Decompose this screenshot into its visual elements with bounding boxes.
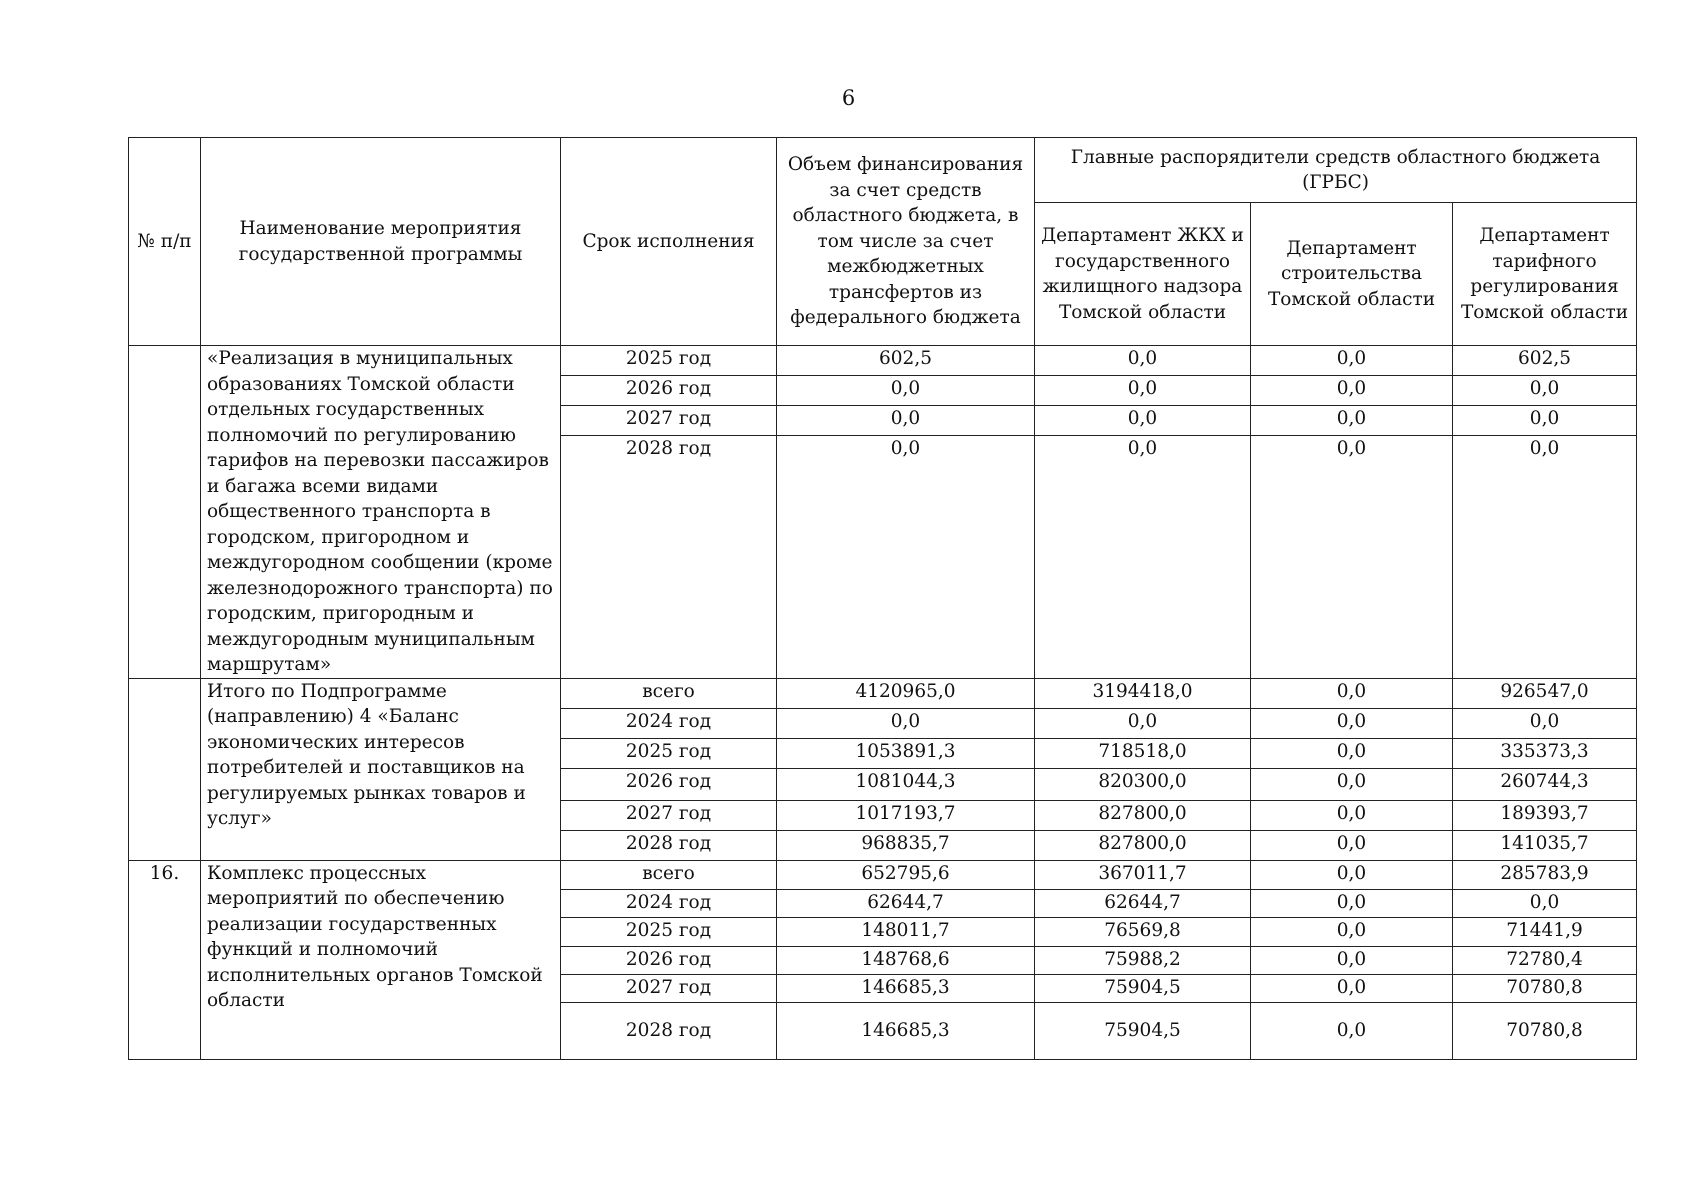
dept-construction-cell: 0,0 xyxy=(1251,768,1453,800)
dept-housing-cell: 62644,7 xyxy=(1035,889,1251,917)
dept-tariff-cell: 0,0 xyxy=(1453,376,1637,406)
measure-name: Итого по Подпрограмме (направлению) 4 «Баланс экономических интересов потребителей и поставщиков на регулируемых рынках товаров и услуг» xyxy=(201,678,561,860)
dept-tariff-cell: 285783,9 xyxy=(1453,860,1637,889)
dept-housing-cell: 820300,0 xyxy=(1035,768,1251,800)
dept-construction-cell: 0,0 xyxy=(1251,917,1453,946)
dept-construction-cell: 0,0 xyxy=(1251,738,1453,768)
volume-cell: 146685,3 xyxy=(777,974,1035,1002)
table-row xyxy=(129,860,1637,889)
dept-tariff-cell: 71441,9 xyxy=(1453,917,1637,946)
dept-tariff-cell: 0,0 xyxy=(1453,406,1637,436)
row-number: 16. xyxy=(129,860,201,1059)
dept-housing-cell: 367011,7 xyxy=(1035,860,1251,889)
dept-construction-cell: 0,0 xyxy=(1251,436,1453,678)
dept-construction-cell: 0,0 xyxy=(1251,1002,1453,1059)
volume-cell: 148011,7 xyxy=(777,917,1035,946)
dept-construction-cell: 0,0 xyxy=(1251,860,1453,889)
dept-housing-cell: 827800,0 xyxy=(1035,800,1251,830)
term-cell: 2025 год xyxy=(561,346,777,376)
term-cell: 2025 год xyxy=(561,738,777,768)
volume-cell: 4120965,0 xyxy=(777,678,1035,708)
header-name: Наименование мероприятия государственной программы xyxy=(201,138,561,346)
dept-tariff-cell: 72780,4 xyxy=(1453,946,1637,974)
term-cell: 2027 год xyxy=(561,406,777,436)
header-volume: Объем финансирования за счет средств областного бюджета, в том числе за счет межбюджетных трансфертов из федерального бюджета xyxy=(777,138,1035,346)
volume-cell: 146685,3 xyxy=(777,1002,1035,1059)
volume-cell: 1017193,7 xyxy=(777,800,1035,830)
dept-tariff-cell: 0,0 xyxy=(1453,889,1637,917)
header-dept-construction: Департамент строительства Томской области xyxy=(1251,203,1453,346)
term-cell: 2028 год xyxy=(561,436,777,678)
dept-housing-cell: 0,0 xyxy=(1035,346,1251,376)
term-cell: 2028 год xyxy=(561,1002,777,1059)
dept-construction-cell: 0,0 xyxy=(1251,346,1453,376)
dept-construction-cell: 0,0 xyxy=(1251,830,1453,860)
volume-cell: 1053891,3 xyxy=(777,738,1035,768)
volume-cell: 62644,7 xyxy=(777,889,1035,917)
dept-tariff-cell: 335373,3 xyxy=(1453,738,1637,768)
dept-construction-cell: 0,0 xyxy=(1251,974,1453,1002)
financing-table xyxy=(128,137,1637,1060)
header-grbs: Главные распорядители средств областного бюджета (ГРБС) xyxy=(1035,138,1637,203)
header-num: № п/п xyxy=(129,138,201,346)
term-cell: 2026 год xyxy=(561,768,777,800)
term-cell: всего xyxy=(561,678,777,708)
volume-cell: 1081044,3 xyxy=(777,768,1035,800)
dept-housing-cell: 76569,8 xyxy=(1035,917,1251,946)
dept-tariff-cell: 70780,8 xyxy=(1453,974,1637,1002)
dept-tariff-cell: 260744,3 xyxy=(1453,768,1637,800)
dept-housing-cell: 0,0 xyxy=(1035,708,1251,738)
header-term: Срок исполнения xyxy=(561,138,777,346)
row-number xyxy=(129,678,201,860)
term-cell: 2024 год xyxy=(561,708,777,738)
term-cell: всего xyxy=(561,860,777,889)
term-cell: 2026 год xyxy=(561,946,777,974)
dept-tariff-cell: 189393,7 xyxy=(1453,800,1637,830)
dept-housing-cell: 0,0 xyxy=(1035,376,1251,406)
term-cell: 2024 год xyxy=(561,889,777,917)
table-row xyxy=(129,346,1637,376)
dept-tariff-cell: 926547,0 xyxy=(1453,678,1637,708)
table-row xyxy=(129,678,1637,708)
volume-cell: 0,0 xyxy=(777,436,1035,678)
volume-cell: 0,0 xyxy=(777,708,1035,738)
volume-cell: 148768,6 xyxy=(777,946,1035,974)
measure-name: «Реализация в муниципальных образованиях Томской области отдельных государственных полномочий по регулированию тарифов на перевозки пассажиров и багажа всеми видами общественного транспорта в городском, пригородном и междугородном сообщении (кроме железнодорожного транспорта) по городским, пригородным и междугородным муниципальным маршрутам» xyxy=(201,346,561,679)
dept-tariff-cell: 602,5 xyxy=(1453,346,1637,376)
volume-cell: 0,0 xyxy=(777,406,1035,436)
dept-tariff-cell: 0,0 xyxy=(1453,708,1637,738)
dept-construction-cell: 0,0 xyxy=(1251,376,1453,406)
page-number: 6 xyxy=(841,86,856,110)
dept-housing-cell: 3194418,0 xyxy=(1035,678,1251,708)
dept-housing-cell: 75904,5 xyxy=(1035,1002,1251,1059)
dept-tariff-cell: 141035,7 xyxy=(1453,830,1637,860)
dept-construction-cell: 0,0 xyxy=(1251,946,1453,974)
dept-tariff-cell: 0,0 xyxy=(1453,436,1637,678)
header-dept-tariff: Департамент тарифного регулирования Томской области xyxy=(1453,203,1637,346)
term-cell: 2028 год xyxy=(561,830,777,860)
dept-construction-cell: 0,0 xyxy=(1251,678,1453,708)
term-cell: 2026 год xyxy=(561,376,777,406)
dept-housing-cell: 0,0 xyxy=(1035,406,1251,436)
volume-cell: 0,0 xyxy=(777,376,1035,406)
volume-cell: 652795,6 xyxy=(777,860,1035,889)
dept-housing-cell: 75988,2 xyxy=(1035,946,1251,974)
dept-construction-cell: 0,0 xyxy=(1251,889,1453,917)
term-cell: 2027 год xyxy=(561,800,777,830)
term-cell: 2027 год xyxy=(561,974,777,1002)
dept-construction-cell: 0,0 xyxy=(1251,708,1453,738)
dept-housing-cell: 0,0 xyxy=(1035,436,1251,678)
dept-construction-cell: 0,0 xyxy=(1251,800,1453,830)
dept-housing-cell: 718518,0 xyxy=(1035,738,1251,768)
volume-cell: 602,5 xyxy=(777,346,1035,376)
dept-housing-cell: 75904,5 xyxy=(1035,974,1251,1002)
dept-housing-cell: 827800,0 xyxy=(1035,830,1251,860)
term-cell: 2025 год xyxy=(561,917,777,946)
dept-construction-cell: 0,0 xyxy=(1251,406,1453,436)
dept-tariff-cell: 70780,8 xyxy=(1453,1002,1637,1059)
row-number xyxy=(129,346,201,679)
header-dept-housing: Департамент ЖКХ и государственного жилищного надзора Томской области xyxy=(1035,203,1251,346)
measure-name: Комплекс процессных мероприятий по обеспечению реализации государственных функций и полномочий исполнительных органов Томской области xyxy=(201,860,561,1059)
volume-cell: 968835,7 xyxy=(777,830,1035,860)
